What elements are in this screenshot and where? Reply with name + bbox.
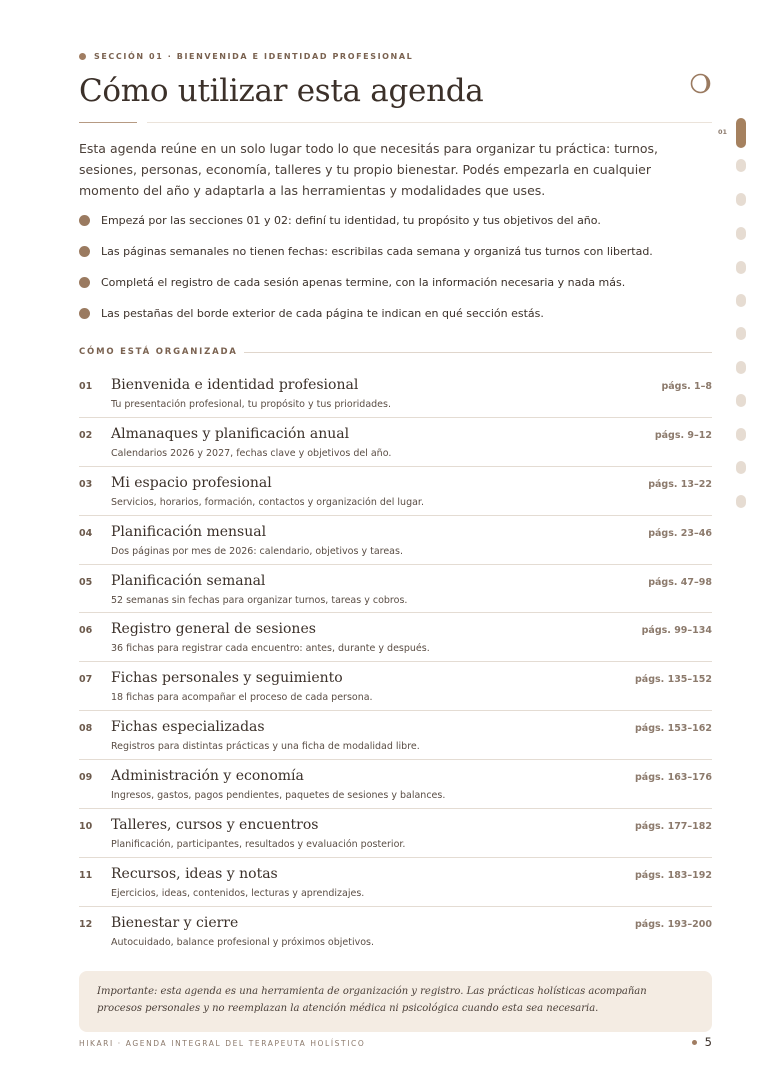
- section-number: 12: [79, 918, 93, 930]
- toc-row[interactable]: [79, 516, 712, 565]
- section-number: 04: [79, 527, 93, 539]
- section-pages: págs. 153–162: [635, 723, 712, 735]
- section-name: Fichas especializadas: [111, 719, 265, 736]
- section-name: Mi espacio profesional: [111, 474, 272, 491]
- section-tab-09[interactable]: [736, 394, 746, 407]
- section-description: Calendarios 2026 y 2027, fechas clave y objetivos del año.: [111, 447, 392, 459]
- section-number: 02: [79, 429, 93, 441]
- section-description: 18 fichas para acompañar el proceso de cada persona.: [111, 692, 373, 704]
- section-description: Ingresos, gastos, pagos pendientes, paquetes de sesiones y balances.: [111, 790, 446, 802]
- section-tab-10[interactable]: [736, 428, 746, 441]
- section-description: Dos páginas por mes de 2026: calendario, objetivos y tareas.: [111, 545, 403, 557]
- crescent-moon-icon: [690, 73, 711, 94]
- toc-row[interactable]: [79, 613, 712, 662]
- section-name: Fichas personales y seguimiento: [111, 670, 343, 687]
- section-number: 09: [79, 772, 93, 784]
- section-name: Bienvenida e identidad profesional: [111, 377, 359, 393]
- organization-heading-text: CÓMO ESTÁ ORGANIZADA: [79, 347, 238, 357]
- section-description: 52 semanas sin fechas para organizar turnos, tareas y cobros.: [111, 594, 408, 606]
- section-description: Servicios, horarios, formación, contactos y organización del lugar.: [111, 496, 424, 508]
- toc-row[interactable]: [79, 809, 712, 858]
- section-pages: págs. 1–8: [661, 381, 712, 392]
- section-pages: págs. 9–12: [654, 429, 712, 441]
- bullet-dot: [79, 308, 90, 319]
- tip-text: Las pestañas del borde exterior de cada página te indican en qué sección estás.: [101, 307, 544, 320]
- important-note: Importante: esta agenda es una herramienta de organización y registro. Las prácticas holísticas acompañan procesos personales y no reemplazan la atención médica ni psicológica cuando esta sea necesaria.: [79, 971, 712, 1032]
- section-number: 06: [79, 625, 93, 637]
- section-number: 10: [79, 821, 93, 833]
- section-description: Autocuidado, balance profesional y próximos objetivos.: [111, 936, 375, 948]
- organization-heading: [79, 347, 712, 357]
- table-of-contents: [79, 369, 712, 956]
- tip-text: Completá el registro de cada sesión apenas termine, con la información necesaria y nada más.: [101, 276, 626, 289]
- section-number: 01: [79, 381, 93, 392]
- section-name: Administración y economía: [111, 768, 304, 785]
- section-tab-12[interactable]: [736, 495, 746, 508]
- section-name: Planificación mensual: [111, 523, 267, 540]
- toc-row[interactable]: [79, 467, 712, 516]
- tip-text: Las páginas semanales no tienen fechas: escribilas cada semana y organizá tus turnos con libertad.: [101, 245, 653, 258]
- section-tab-01[interactable]: [736, 118, 746, 148]
- section-name: Almanaques y planificación anual: [111, 425, 350, 442]
- toc-row[interactable]: [79, 369, 712, 418]
- section-description: Registros para distintas prácticas y una ficha de modalidad libre.: [111, 741, 420, 753]
- section-tab-02[interactable]: [736, 159, 746, 172]
- section-pages: págs. 183–192: [635, 869, 712, 881]
- toc-row[interactable]: [79, 711, 712, 760]
- toc-row[interactable]: [79, 662, 712, 711]
- section-description: 36 fichas para registrar cada encuentro: antes, durante y después.: [111, 643, 430, 655]
- section-number: 07: [79, 674, 93, 686]
- section-tabs: [736, 0, 746, 1075]
- active-tab-label: 01: [718, 128, 728, 136]
- title-underline: [79, 122, 137, 123]
- section-pages: págs. 13–22: [648, 478, 712, 490]
- section-pages: págs. 23–46: [648, 527, 712, 539]
- bullet-dot: [79, 246, 90, 257]
- list-item: [79, 267, 653, 298]
- section-name: Registro general de sesiones: [111, 621, 316, 638]
- list-item: [79, 298, 653, 329]
- section-kicker: [79, 52, 413, 61]
- section-pages: págs. 163–176: [635, 772, 712, 784]
- section-pages: págs. 177–182: [635, 821, 712, 833]
- section-name: Bienestar y cierre: [111, 914, 239, 931]
- page-number: 5: [704, 1035, 712, 1049]
- section-name: Planificación semanal: [111, 572, 266, 589]
- section-number: 05: [79, 576, 93, 588]
- bullet-dot: [79, 215, 90, 226]
- section-number: 03: [79, 478, 93, 490]
- section-tab-06[interactable]: [736, 294, 746, 307]
- footer-brand: HIKARI · AGENDA INTEGRAL DEL TERAPEUTA HOLÍSTICO: [79, 1039, 366, 1048]
- section-description: Planificación, participantes, resultados y evaluación posterior.: [111, 839, 406, 851]
- section-name: Talleres, cursos y encuentros: [111, 817, 319, 834]
- section-tab-07[interactable]: [736, 327, 746, 340]
- bullet-dot: [79, 277, 90, 288]
- section-pages: págs. 193–200: [635, 918, 712, 930]
- intro-paragraph: Esta agenda reúne en un solo lugar todo lo que necesitás para organizar tu práctica: turnos, sesiones, personas, economía, talleres y tu propio bienestar. Podés empezarla en cualquier momento del año y adaptarla a las herramientas y modalidades que uses.: [79, 141, 659, 198]
- list-item: [79, 205, 653, 236]
- toc-row[interactable]: [79, 418, 712, 467]
- section-pages: págs. 99–134: [641, 625, 712, 637]
- section-description: Ejercicios, ideas, contenidos, lecturas y aprendizajes.: [111, 887, 365, 899]
- toc-row[interactable]: [79, 907, 712, 956]
- page-title: Cómo utilizar esta agenda: [79, 73, 484, 109]
- section-tab-08[interactable]: [736, 361, 746, 374]
- toc-row[interactable]: [79, 565, 712, 614]
- kicker-text: SECCIÓN 01 · BIENVENIDA E IDENTIDAD PROFESIONAL: [94, 52, 414, 61]
- section-description: Tu presentación profesional, tu propósito y tus prioridades.: [111, 399, 391, 410]
- tip-text: Empezá por las secciones 01 y 02: definí tu identidad, tu propósito y tus objetivos del año.: [101, 214, 601, 227]
- section-number: 08: [79, 723, 93, 735]
- footer-page: [692, 1035, 712, 1049]
- footer-dot: [692, 1040, 697, 1045]
- section-tab-03[interactable]: [736, 193, 746, 206]
- section-tab-04[interactable]: [736, 227, 746, 240]
- section-number: 11: [79, 869, 93, 881]
- section-name: Recursos, ideas y notas: [111, 865, 278, 882]
- toc-row[interactable]: [79, 760, 712, 809]
- section-tab-11[interactable]: [736, 461, 746, 474]
- header-divider: [147, 122, 712, 123]
- toc-row[interactable]: [79, 858, 712, 907]
- kicker-dot: [79, 53, 86, 60]
- list-item: [79, 236, 653, 267]
- section-pages: págs. 47–98: [648, 576, 712, 588]
- section-tab-05[interactable]: [736, 261, 746, 274]
- section-pages: págs. 135–152: [635, 674, 712, 686]
- tips-list: [79, 205, 653, 329]
- heading-rule: [244, 352, 712, 353]
